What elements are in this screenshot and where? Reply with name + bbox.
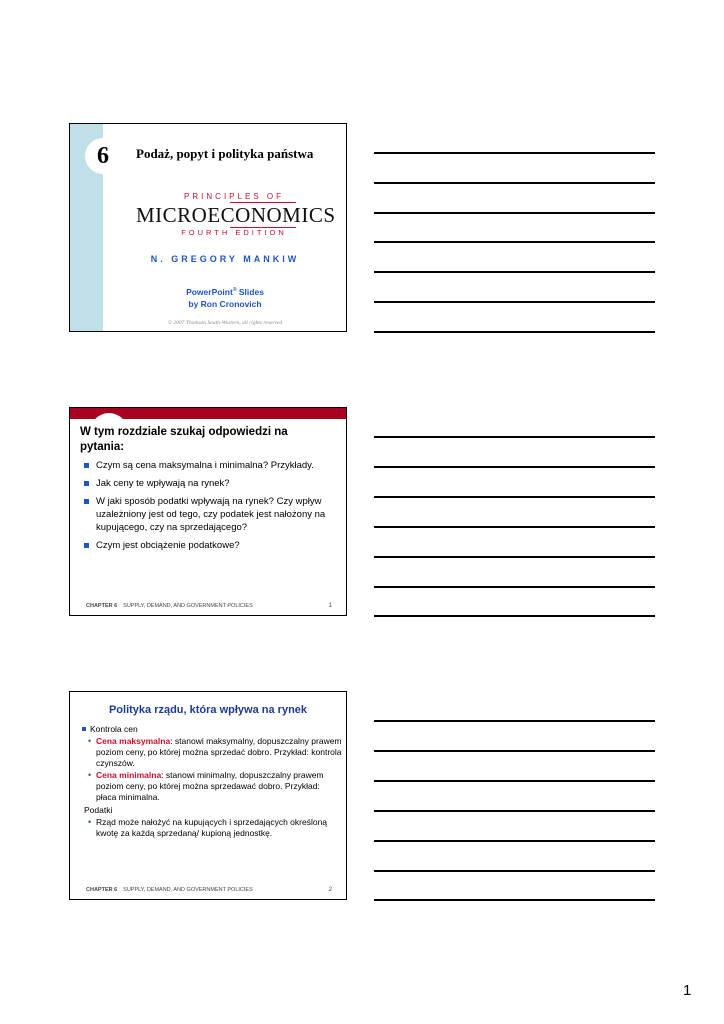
list-item-text: Czym są cena maksymalna i minimalna? Przykłady. [96, 460, 314, 471]
questions-slide [69, 407, 347, 616]
slide-body [82, 724, 342, 839]
registered-mark: ® [232, 287, 237, 293]
note-line [374, 152, 655, 154]
note-line [374, 780, 655, 782]
square-bullet-icon [82, 727, 86, 731]
note-line [374, 301, 655, 303]
list-item-text: Kontrola cen [90, 724, 138, 734]
note-line [374, 331, 655, 333]
slides-word: Slides [236, 286, 264, 297]
square-bullet-icon [84, 543, 89, 548]
dot-bullet-icon: • [88, 817, 92, 827]
slide-title: Podaż, popyt i polityka państwa [136, 146, 314, 161]
chapter-number: 6 [85, 138, 121, 174]
by-line: by Ron Cronovich [188, 298, 262, 309]
slide-footer [86, 603, 253, 609]
note-line [374, 870, 655, 872]
footer-chapter: CHAPTER 6 [86, 603, 118, 609]
list-item [82, 459, 340, 472]
footer-chapter: CHAPTER 6 [86, 887, 118, 893]
note-line [374, 526, 655, 528]
note-line [374, 586, 655, 588]
footer-title: SUPPLY, DEMAND, AND GOVERNMENT POLICIES [123, 603, 253, 609]
note-line [374, 436, 655, 438]
list-item-text: W jaki sposób podatki wpływają na rynek? Czy wpływ uzależniony jest od tego, czy podatek jest nałożony na kupującego, czy na sprzedającego? [96, 496, 326, 533]
note-line [374, 241, 655, 243]
square-bullet-icon [84, 463, 89, 468]
note-line [374, 615, 655, 617]
sub-list-item [82, 736, 342, 769]
list-item [82, 495, 340, 534]
principles-of-label: PRINCIPLES OF [184, 192, 284, 201]
policy-slide [69, 691, 347, 900]
powerpoint-word: PowerPoint [186, 286, 233, 297]
question-list [82, 459, 340, 557]
page-number: 1 [683, 982, 692, 999]
sub-list-item [82, 817, 342, 839]
note-line [374, 496, 655, 498]
note-line [374, 466, 655, 468]
title-slide [69, 123, 347, 332]
copyright: © 2007 Thomson South-Western, all rights reserved [167, 320, 283, 326]
slide-page-number: 1 [328, 603, 332, 609]
list-item [82, 539, 340, 552]
note-line [374, 271, 655, 273]
author: N. GREGORY MANKIW [150, 254, 300, 264]
powerpoint-credit [150, 284, 300, 310]
edition-label: FOURTH EDITION [181, 228, 287, 237]
term-highlight: Cena maksymalna [96, 736, 171, 746]
note-line [374, 212, 655, 214]
note-line [374, 840, 655, 842]
sub-list-item [82, 770, 342, 803]
list-item-text: Jak ceny te wpływają na rynek? [96, 478, 230, 489]
term-definition: : stanowi maksymalny, dopuszczalny prawem poziom ceny, po której można sprzedać dobro. Przykład: kontrola czynszów. [96, 736, 342, 768]
list-item-text: Czym jest obciążenie podatkowe? [96, 540, 240, 551]
square-bullet-icon [84, 499, 89, 504]
section-label: Podatki [84, 805, 113, 815]
slide-footer [86, 887, 253, 893]
note-line [374, 810, 655, 812]
square-bullet-icon [84, 481, 89, 486]
dot-bullet-icon: • [88, 736, 92, 746]
term-highlight: Cena minimalna [96, 770, 162, 780]
note-line [374, 720, 655, 722]
term-definition: : stanowi minimalny, dopuszczalny prawem poziom ceny, po której można sprzedawać dobro. Przykład: płaca minimalna. [96, 770, 324, 802]
note-line [374, 750, 655, 752]
dot-bullet-icon: • [88, 770, 92, 780]
list-item [82, 477, 340, 490]
list-item-text: Rząd może nałożyć na kupujących i sprzedających określoną kwotę za każdą sprzedaną/ kupioną jednostkę. [96, 817, 328, 838]
note-line [374, 556, 655, 558]
book-title: MICROECONOMICS [136, 203, 336, 227]
slide-page-number: 2 [328, 887, 332, 893]
slide-title: Polityka rządu, która wpływa na rynek [108, 704, 308, 716]
slide-heading: W tym rozdziale szukaj odpowiedzi na pytania: [80, 426, 288, 453]
note-line [374, 182, 655, 184]
note-line [374, 899, 655, 901]
footer-title: SUPPLY, DEMAND, AND GOVERNMENT POLICIES [123, 887, 253, 893]
list-item [82, 724, 342, 735]
